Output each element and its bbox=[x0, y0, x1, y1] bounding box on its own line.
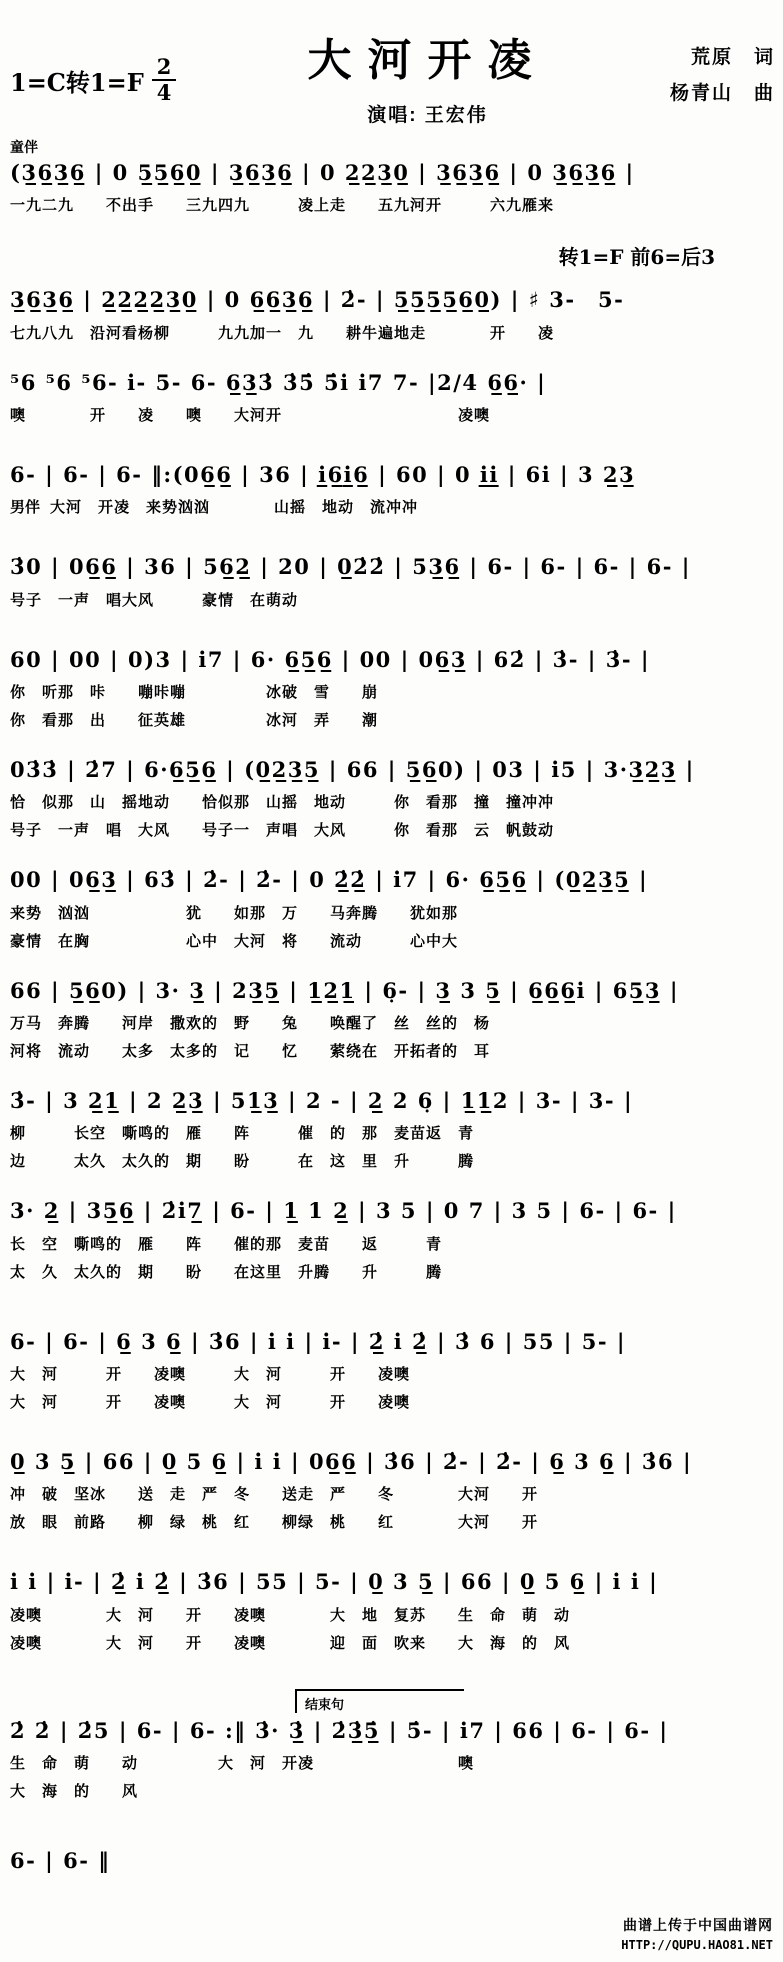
time-signature-denominator: 4 bbox=[156, 80, 172, 106]
system-16 bbox=[10, 1847, 775, 1875]
lyric-line: 豪情 在胸 心中 大河 将 流动 心中大 bbox=[10, 932, 459, 950]
lyric-line: 太 久 太久的 期 盼 在这里 升腾 升 腾 bbox=[10, 1263, 443, 1281]
lyric-line: 万马 奔腾 河岸 撒欢的 野 兔 唤醒了 丝 丝的 杨 bbox=[10, 1015, 491, 1033]
notes-line-5: 3̇0 | 06̲6̲ | 36 | 56̲2̲ | 20 | 0̲2̇2̇ | 53̲6̲ | 6- | 6- | 6- | 6- | bbox=[10, 554, 691, 580]
lyric-line: 号子 一声 唱大风 豪情 在萌动 bbox=[10, 591, 299, 609]
notes-line-4: 6- | 6- | 6- ‖:(06̲6̲ | 36 | i̲6̲i̲6̲ | 60 | 0 i̲i̲ | 6i | 3 2̲3̲ bbox=[10, 462, 636, 488]
system-10 bbox=[10, 1087, 775, 1171]
lyricist-credit: 荒原 词 bbox=[690, 47, 775, 68]
notes-line-14: i i | i- | 2̲̇ i 2̲̇ | 3̇6 | 55 | 5- | 0̲ 3 5̲ | 66 | 0̲ 5 6̲ | i i | bbox=[10, 1569, 659, 1595]
lyric-line: 你 看那 出 征英雄 冰河 弄 潮 bbox=[10, 712, 379, 730]
notes-line-2: 3̲6̲3̲6̲ | 2̲2̲2̲2̲3̲0̲ | 0 6̲6̲3̲6̲ | 2̇- | 5̲5̲5̲5̲6̲0̲) | ♯ 3- 5- bbox=[10, 287, 625, 313]
notes-line-1: (3̲6̲3̲6̲ | 0 5̲5̲6̲0̲ | 3̲6̲3̲6̲ | 0 2̲2̲3̲0̲ | 3̲6̲3̲6̲ | 0 3̲6̲3̲6̲ | bbox=[10, 160, 635, 185]
lyric-line: 噢 开 凌 噢 大河开 凌噢 bbox=[10, 407, 491, 425]
lyric-row bbox=[10, 496, 775, 517]
lyric-line: 凌噢 大 河 开 凌噢 大 地 复苏 生 命 萌 动 bbox=[10, 1606, 571, 1624]
notes-line-10: 3̇- | 3 2̲1̲ | 2 2̲3̲ | 51̲3̲ | 2 - | 2̲ 2 6̣ | 1̲1̲2 | 3- | 3- | bbox=[10, 1088, 634, 1114]
ending-phrase-label: 结束句 bbox=[295, 1689, 464, 1713]
lyric-line: 河将 流动 太多 太多的 记 忆 萦绕在 开拓者的 耳 bbox=[10, 1043, 491, 1061]
notes-line-7: 03̇3̇ | 2̇7 | 6·6̲5̲6̲ | (0̲2̲3̲5̲ | 66 | 5̲6̲0) | 03 | i5 | 3·3̲2̲3̲ | bbox=[10, 757, 695, 783]
composer-credit: 杨青山 曲 bbox=[669, 83, 775, 105]
system-4 bbox=[10, 461, 775, 517]
footer-site-note: 曲谱上传于中国曲谱网 bbox=[623, 1916, 773, 1933]
system-2 bbox=[10, 286, 775, 342]
lyric-line: 恰 似那 山 摇地动 恰似那 山摇 地动 你 看那 撞 撞冲冲 bbox=[10, 794, 555, 812]
notes-line-8: 00 | 06̲3̲ | 63̇ | 2̇- | 2̇- | 0 2̲̇2̲̇ | i7 | 6· 6̲5̲6̲ | (0̲2̲3̲5̲ | bbox=[10, 867, 649, 893]
lyric-line: 大 海 的 风 bbox=[10, 1783, 139, 1801]
system-11 bbox=[10, 1197, 775, 1281]
lyric-line: 凌噢 大 河 开 凌噢 迎 面 吹来 大 海 的 风 bbox=[10, 1634, 571, 1652]
lyric-line: 七九八九 沿河看杨柳 九九加一 九 耕牛遍地走 开 凌 bbox=[10, 324, 555, 342]
system-13 bbox=[10, 1448, 775, 1532]
lyric-line: 你 听那 咔 嘣咔嘣 冰破 雪 崩 bbox=[10, 684, 379, 702]
lyric-line: 边 太久 太久的 期 盼 在 这 里 升 腾 bbox=[10, 1153, 475, 1171]
key-signature: 1=C转1=F bbox=[10, 67, 144, 97]
lyric-line: 冲 破 坚冰 送 走 严 冬 送走 严 冬 大河 开 bbox=[10, 1486, 539, 1504]
notes-line-12: 6- | 6- | 6̲ 3 6̲ | 3̇6 | i i | i- | 2̲̇ i 2̲̇ | 3̇ 6 | 55 | 5- | bbox=[10, 1328, 627, 1354]
page-title: 大河开凌 bbox=[307, 36, 548, 85]
lyric-line: 放 眼 前路 柳 绿 桃 红 柳绿 桃 红 大河 开 bbox=[10, 1514, 539, 1532]
lyric-line: 号子 一声 唱 大风 号子一 声唱 大风 你 看那 云 帆鼓动 bbox=[10, 822, 555, 840]
lyric-line: 大 河 开 凌噢 大 河 开 凌噢 bbox=[10, 1366, 411, 1384]
notes-line-16: 6- | 6- ‖ bbox=[10, 1848, 111, 1874]
footer-url: HTTP://QUPU.HAO81.NET bbox=[621, 1937, 773, 1952]
system-6 bbox=[10, 646, 775, 730]
lyric-line: 一九二九 不出手 三九四九 凌上走 五九河开 六九雁来 bbox=[10, 197, 555, 215]
lyric-line: 来势 汹汹 犹 如那 万 马奔腾 犹如那 bbox=[10, 904, 459, 922]
notes-line-15: 2̇ 2̇ | 2̇5 | 6- | 6- :‖ 3̇· 3̲̇ | 2̇3̲̇5̲̇ | 5̇- | i7 | 66 | 6- | 6- | bbox=[10, 1717, 669, 1743]
system-3 bbox=[10, 369, 775, 425]
lyric-line: 大河 开凌 来势汹汹 山摇 地动 流冲冲 bbox=[50, 499, 419, 517]
notes-line-11: 3· 2̲ | 35̲6̲ | 2̇i7̲ | 6- | 1̲ 1 2̲ | 3 5 | 0 7 | 3 5 | 6- | 6- | bbox=[10, 1198, 677, 1224]
lyric-line: 柳 长空 嘶鸣的 雁 阵 催 的 那 麦苗返 青 bbox=[10, 1125, 475, 1143]
system-1 bbox=[10, 137, 775, 215]
voice-label-men: 男伴 bbox=[10, 499, 41, 517]
lyric-line: 生 命 萌 动 大 河 开凌 噢 bbox=[10, 1755, 475, 1773]
system-14 bbox=[10, 1568, 775, 1652]
key-time-signature bbox=[10, 56, 235, 104]
score-header bbox=[10, 10, 775, 127]
system-12 bbox=[10, 1328, 775, 1412]
notes-line-3: ⁵6 ⁵6 ⁵6- i- 5- 6- 6̲3̲3̇ 3̇5̇ 5̇i i7 7- |2/4 6̲6̲· | bbox=[10, 369, 547, 395]
time-signature bbox=[152, 56, 177, 104]
notes-line-9: 66 | 5̲6̲0) | 3· 3̲ | 23̲5̲ | 1̲2̲1̲ | 6̣- | 3̲ 3 5̲ | 6̲6̲6̲i | 65̲3̲ | bbox=[10, 977, 679, 1003]
system-5 bbox=[10, 553, 775, 609]
title-block bbox=[235, 10, 620, 127]
lyric-line: 大 河 开 凌噢 大 河 开 凌噢 bbox=[10, 1394, 411, 1412]
credits-block bbox=[620, 10, 775, 112]
system-15 bbox=[10, 1689, 775, 1801]
notes-line-6: 60 | 00 | 0)3 | i7 | 6· 6̲5̲6̲ | 00 | 06̲3̲ | 62̇ | 3̇- | 3̇- | bbox=[10, 646, 651, 672]
lyric-line: 长 空 嘶鸣的 雁 阵 催的那 麦苗 返 青 bbox=[10, 1235, 443, 1253]
time-signature-numerator: 2 bbox=[152, 56, 177, 81]
notes-line-13: 0̲ 3 5̲ | 66 | 0̲ 5 6̲ | i i | 06̲6̲ | 3̇6 | 2̇- | 2̇- | 6̲ 3 6̲ | 3̇6 | bbox=[10, 1449, 693, 1475]
system-7 bbox=[10, 756, 775, 840]
voice-label-children: 童伴 bbox=[10, 139, 38, 155]
performer-credit: 演唱: 王宏伟 bbox=[367, 105, 488, 126]
system-8 bbox=[10, 866, 775, 950]
system-9 bbox=[10, 977, 775, 1061]
modulation-annotation: 转1=F 前6=后3 bbox=[558, 245, 715, 270]
footer bbox=[621, 1915, 773, 1954]
